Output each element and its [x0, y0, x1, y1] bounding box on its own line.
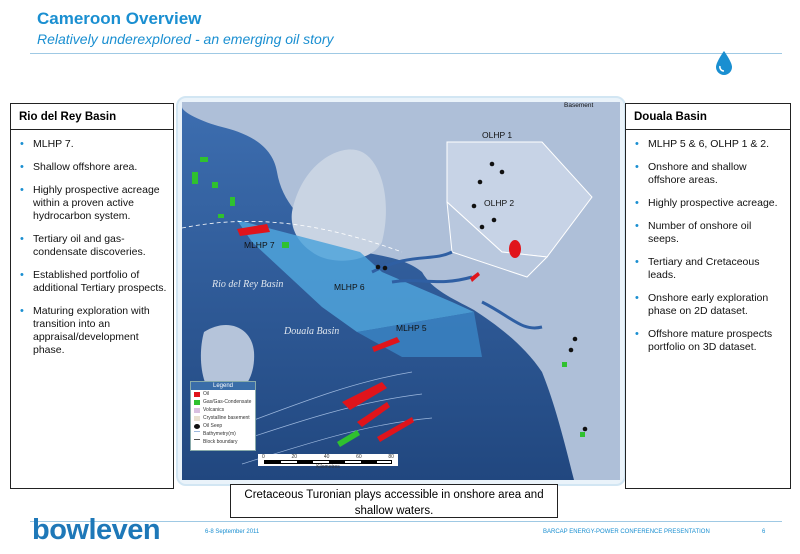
callout-box: Cretaceous Turonian plays accessible in onshore area and shallow waters. — [230, 484, 558, 518]
legend-oil-seep: Oil Seep — [191, 422, 255, 430]
legend-block-boundary: Block boundary — [191, 438, 255, 446]
legend-title: Legend — [191, 382, 255, 390]
page-subtitle: Relatively underexplored - an emerging oil story — [37, 31, 334, 47]
rio-del-rey-bullets — [11, 130, 173, 357]
bullet-item: • Maturing exploration with transition into an appraisal/development phase. — [19, 305, 167, 357]
bullet-item: • Onshore and shallow offshore areas. — [634, 161, 784, 187]
map-scale-bar — [258, 454, 398, 470]
olhp1-label: OLHP 1 — [482, 130, 513, 140]
bullet-item: • Established portfolio of additional Tertiary prospects. — [19, 269, 167, 295]
legend-oil: Oil — [191, 390, 255, 398]
mlhp7-label: MLHP 7 — [244, 240, 275, 250]
bullet-item: • Tertiary oil and gas-condensate discoveries. — [19, 233, 167, 259]
legend-volcanics: Volcanics — [191, 406, 255, 414]
basement-label: Basement — [564, 102, 594, 109]
bullet-item: • Shallow offshore area. — [19, 161, 167, 174]
cameroon-map — [176, 96, 626, 486]
douala-panel — [625, 103, 791, 489]
legend-gas: Gas/Gas-Condensate — [191, 398, 255, 406]
page-number: 6 — [762, 529, 766, 535]
header-divider — [30, 53, 782, 54]
bullet-item: • MLHP 5 & 6, OLHP 1 & 2. — [634, 138, 784, 151]
scale-ticks: 0 20 40 60 80 — [262, 454, 394, 460]
map-legend — [190, 381, 256, 451]
rio-del-rey-panel — [10, 103, 174, 489]
douala-map-label: Douala Basin — [284, 326, 340, 337]
mlhp6-label: MLHP 6 — [334, 282, 365, 292]
rio-del-rey-map-label: Rio del Rey Basin — [212, 279, 284, 290]
douala-bullets — [626, 130, 790, 354]
bullet-item: • Onshore early exploration phase on 2D dataset. — [634, 292, 784, 318]
bullet-item: • Highly prospective acreage within a proven active hydrocarbon system. — [19, 184, 167, 223]
bullet-item: • MLHP 7. — [19, 138, 167, 151]
douala-title: Douala Basin — [626, 104, 790, 130]
bowleven-logo — [32, 512, 192, 550]
page-title: Cameroon Overview — [37, 9, 202, 28]
rio-del-rey-title: Rio del Rey Basin — [11, 104, 173, 130]
bullet-item: • Tertiary and Cretaceous leads. — [634, 256, 784, 282]
mlhp5-label: MLHP 5 — [396, 323, 427, 333]
bullet-item: • Highly prospective acreage. — [634, 197, 784, 210]
footer-conference: BARCAP ENERGY-POWER CONFERENCE PRESENTATION — [543, 529, 710, 535]
bullet-item: • Offshore mature prospects portfolio on 3D dataset. — [634, 328, 784, 354]
bullet-item: • Number of onshore oil seeps. — [634, 220, 784, 246]
water-drop-icon — [714, 50, 734, 76]
legend-bathymetry: Bathymetry(m) — [191, 430, 255, 438]
logo-text: bowleven — [32, 514, 161, 546]
footer-date: 6-8 September 2011 — [205, 529, 260, 535]
olhp2-label: OLHP 2 — [484, 198, 515, 208]
scale-unit: Kilometres — [316, 464, 340, 470]
legend-basement: Crystalline basement — [191, 414, 255, 422]
